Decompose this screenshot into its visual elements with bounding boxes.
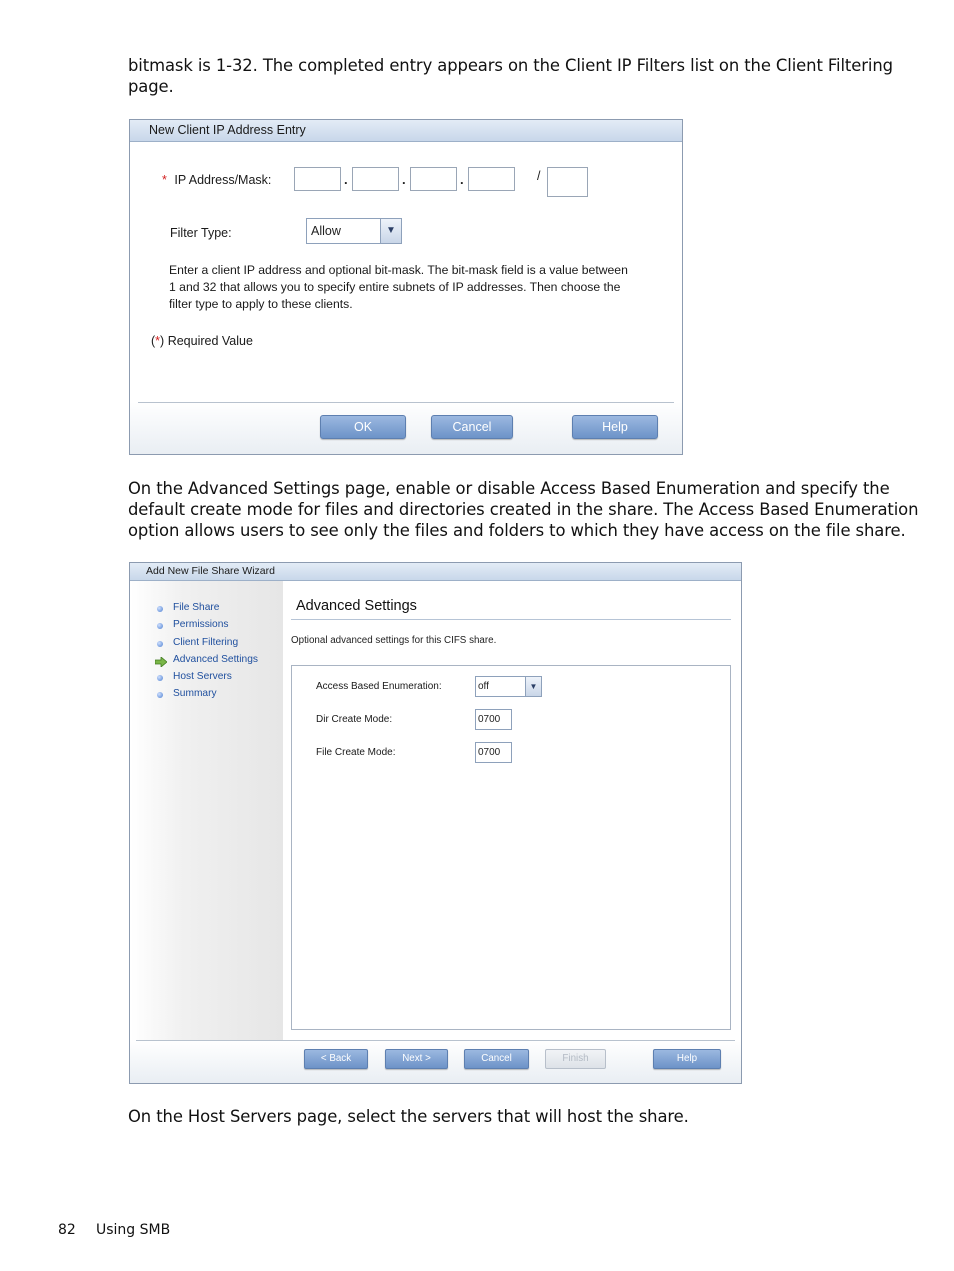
nav-item-advanced-settings[interactable]: Advanced Settings — [173, 654, 258, 665]
outro-paragraph — [128, 1106, 863, 1127]
ip-address-label — [162, 173, 271, 187]
intro-paragraph — [128, 55, 893, 97]
nav-item-file-share[interactable]: File Share — [173, 602, 220, 613]
nav-item-permissions[interactable]: Permissions — [173, 619, 229, 630]
help-button[interactable]: Help — [653, 1049, 721, 1069]
settings-box — [291, 665, 731, 1030]
required-star-icon: * — [162, 173, 167, 187]
middle-paragraph — [128, 478, 919, 541]
required-value-note — [151, 334, 253, 348]
outro-line: On the Host Servers page, select the servers that will host the share. — [128, 1107, 689, 1126]
intro-line-1: bitmask is 1-32. The completed entry appears on the Client IP Filters list on the Client Filtering — [128, 56, 893, 75]
next-button[interactable]: Next > — [385, 1049, 448, 1069]
description-line: Enter a client IP address and optional bit-mask. The bit-mask field is a value between — [169, 263, 628, 277]
current-step-arrow-icon — [155, 657, 167, 667]
required-paren-close: ) — [160, 334, 165, 348]
required-paren-open: ( — [151, 334, 156, 348]
required-value-text: Required Value — [164, 334, 253, 348]
back-button[interactable]: < Back — [304, 1049, 368, 1069]
description-line: 1 and 32 that allows you to specify entire subnets of IP addresses. Then choose the — [169, 280, 621, 294]
bullet-icon — [157, 641, 163, 647]
ip-octet-1-input[interactable] — [294, 167, 341, 191]
section-title: Using SMB — [96, 1222, 171, 1238]
file-create-mode-input[interactable]: 0700 — [475, 742, 512, 763]
filter-type-label: Filter Type: — [170, 226, 232, 240]
new-client-ip-dialog — [129, 119, 683, 455]
panel-subtitle: Optional advanced settings for this CIFS share. — [291, 635, 497, 646]
filter-type-value: Allow — [311, 224, 341, 238]
dir-create-mode-input[interactable]: 0700 — [475, 709, 512, 730]
bullet-icon — [157, 675, 163, 681]
file-share-wizard-dialog — [129, 562, 742, 1084]
ip-octet-4-input[interactable] — [468, 167, 515, 191]
required-star-icon: * — [155, 334, 161, 348]
abe-label: Access Based Enumeration: — [316, 681, 442, 692]
middle-line-2: default create mode for files and directories created in the share. The Access Based Enumeration — [128, 500, 919, 519]
filter-type-select[interactable] — [306, 218, 402, 244]
footer-divider — [136, 1040, 735, 1041]
bullet-icon — [157, 606, 163, 612]
ip-octet-2-input[interactable] — [352, 167, 399, 191]
footer-divider — [138, 402, 674, 403]
chevron-down-icon[interactable]: ▼ — [525, 677, 541, 696]
wizard-nav — [131, 581, 283, 1041]
dialog-description — [169, 262, 669, 313]
ip-octet-3-input[interactable] — [410, 167, 457, 191]
nav-item-host-servers[interactable]: Host Servers — [173, 671, 232, 682]
panel-title: Advanced Settings — [296, 598, 417, 614]
ip-dot: . — [344, 172, 348, 187]
ok-button[interactable]: OK — [320, 415, 406, 439]
nav-item-client-filtering[interactable]: Client Filtering — [173, 637, 239, 648]
ip-dot: . — [402, 172, 406, 187]
dir-create-mode-label: Dir Create Mode: — [316, 714, 393, 725]
middle-line-3: option allows users to see only the files and folders to which they have access on the file share. — [128, 521, 906, 540]
cancel-button[interactable]: Cancel — [464, 1049, 529, 1069]
finish-button: Finish — [545, 1049, 606, 1069]
description-line: filter type to apply to these clients. — [169, 297, 353, 311]
bullet-icon — [157, 623, 163, 629]
abe-value: off — [478, 681, 489, 692]
mask-separator: / — [537, 169, 541, 183]
ip-dot: . — [460, 172, 464, 187]
file-create-mode-label: File Create Mode: — [316, 747, 396, 758]
dialog-title: New Client IP Address Entry — [130, 120, 682, 142]
wizard-title: Add New File Share Wizard — [130, 563, 741, 581]
bullet-icon — [157, 692, 163, 698]
help-button[interactable]: Help — [572, 415, 658, 439]
page-number: 82 — [58, 1222, 76, 1238]
abe-select[interactable] — [475, 676, 542, 697]
nav-item-summary[interactable]: Summary — [173, 688, 217, 699]
panel-title-divider — [291, 619, 731, 620]
cancel-button[interactable]: Cancel — [431, 415, 513, 439]
intro-line-2: page. — [128, 77, 174, 96]
chevron-down-icon[interactable]: ▼ — [380, 219, 401, 243]
ip-label-text: IP Address/Mask: — [174, 173, 272, 187]
bitmask-input[interactable] — [547, 167, 588, 197]
middle-line-1: On the Advanced Settings page, enable or disable Access Based Enumeration and specify the — [128, 479, 890, 498]
